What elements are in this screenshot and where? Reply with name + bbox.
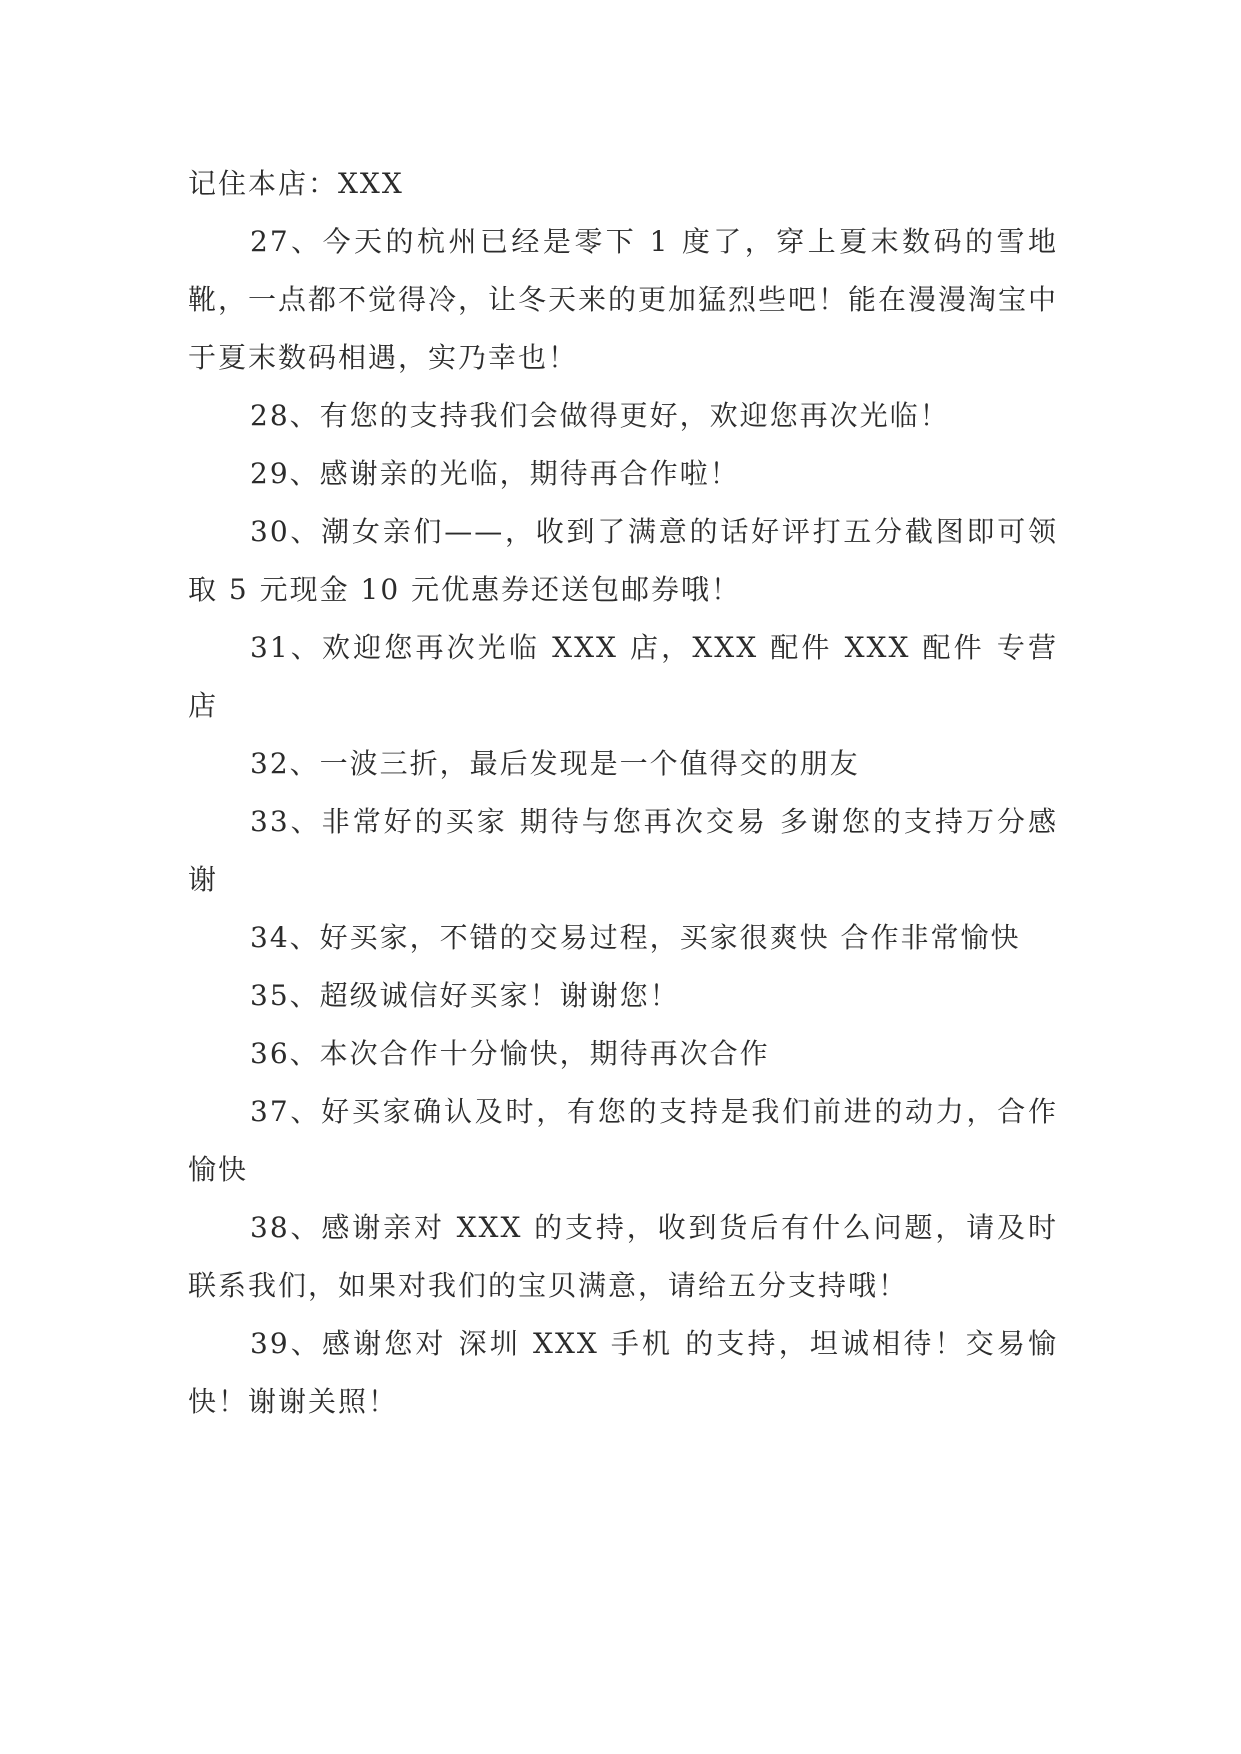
paragraph-35: 35、超级诚信好买家！谢谢您！ bbox=[250, 979, 680, 1012]
paragraph-39: 39、感谢您对 深圳 XXX 手机 的支持，坦诚相待！交易愉快！谢谢关照！ bbox=[188, 1327, 1058, 1418]
paragraph-store-name: 记住本店：XXX bbox=[188, 167, 404, 200]
paragraph-29: 29、感谢亲的光临，期待再合作啦！ bbox=[250, 457, 740, 490]
paragraph-36: 36、本次合作十分愉快，期待再次合作 bbox=[250, 1037, 770, 1070]
paragraph-31: 31、欢迎您再次光临 XXX 店，XXX 配件 XXX 配件 专营店 bbox=[188, 631, 1058, 722]
paragraph-27: 27、今天的杭州已经是零下 1 度了，穿上夏末数码的雪地靴，一点都不觉得冷，让冬天来的更加猛烈些吧！能在漫漫淘宝中于夏末数码相遇，实乃幸也！ bbox=[188, 225, 1059, 374]
paragraph-32: 32、一波三折，最后发现是一个值得交的朋友 bbox=[250, 747, 860, 780]
paragraph-28: 28、有您的支持我们会做得更好，欢迎您再次光临！ bbox=[250, 399, 950, 432]
paragraph-37: 37、好买家确认及时，有您的支持是我们前进的动力，合作愉快 bbox=[188, 1095, 1058, 1186]
paragraph-34: 34、好买家，不错的交易过程，买家很爽快 合作非常愉快 bbox=[250, 921, 1021, 954]
paragraph-30: 30、潮女亲们——，收到了满意的话好评打五分截图即可领取 5 元现金 10 元优惠券还送包邮券哦！ bbox=[188, 515, 1058, 606]
paragraph-33: 33、非常好的买家 期待与您再次交易 多谢您的支持万分感谢 bbox=[188, 805, 1058, 896]
paragraph-38: 38、感谢亲对 XXX 的支持，收到货后有什么问题，请及时联系我们，如果对我们的宝贝满意，请给五分支持哦！ bbox=[188, 1211, 1058, 1302]
document-body bbox=[188, 155, 1058, 1431]
